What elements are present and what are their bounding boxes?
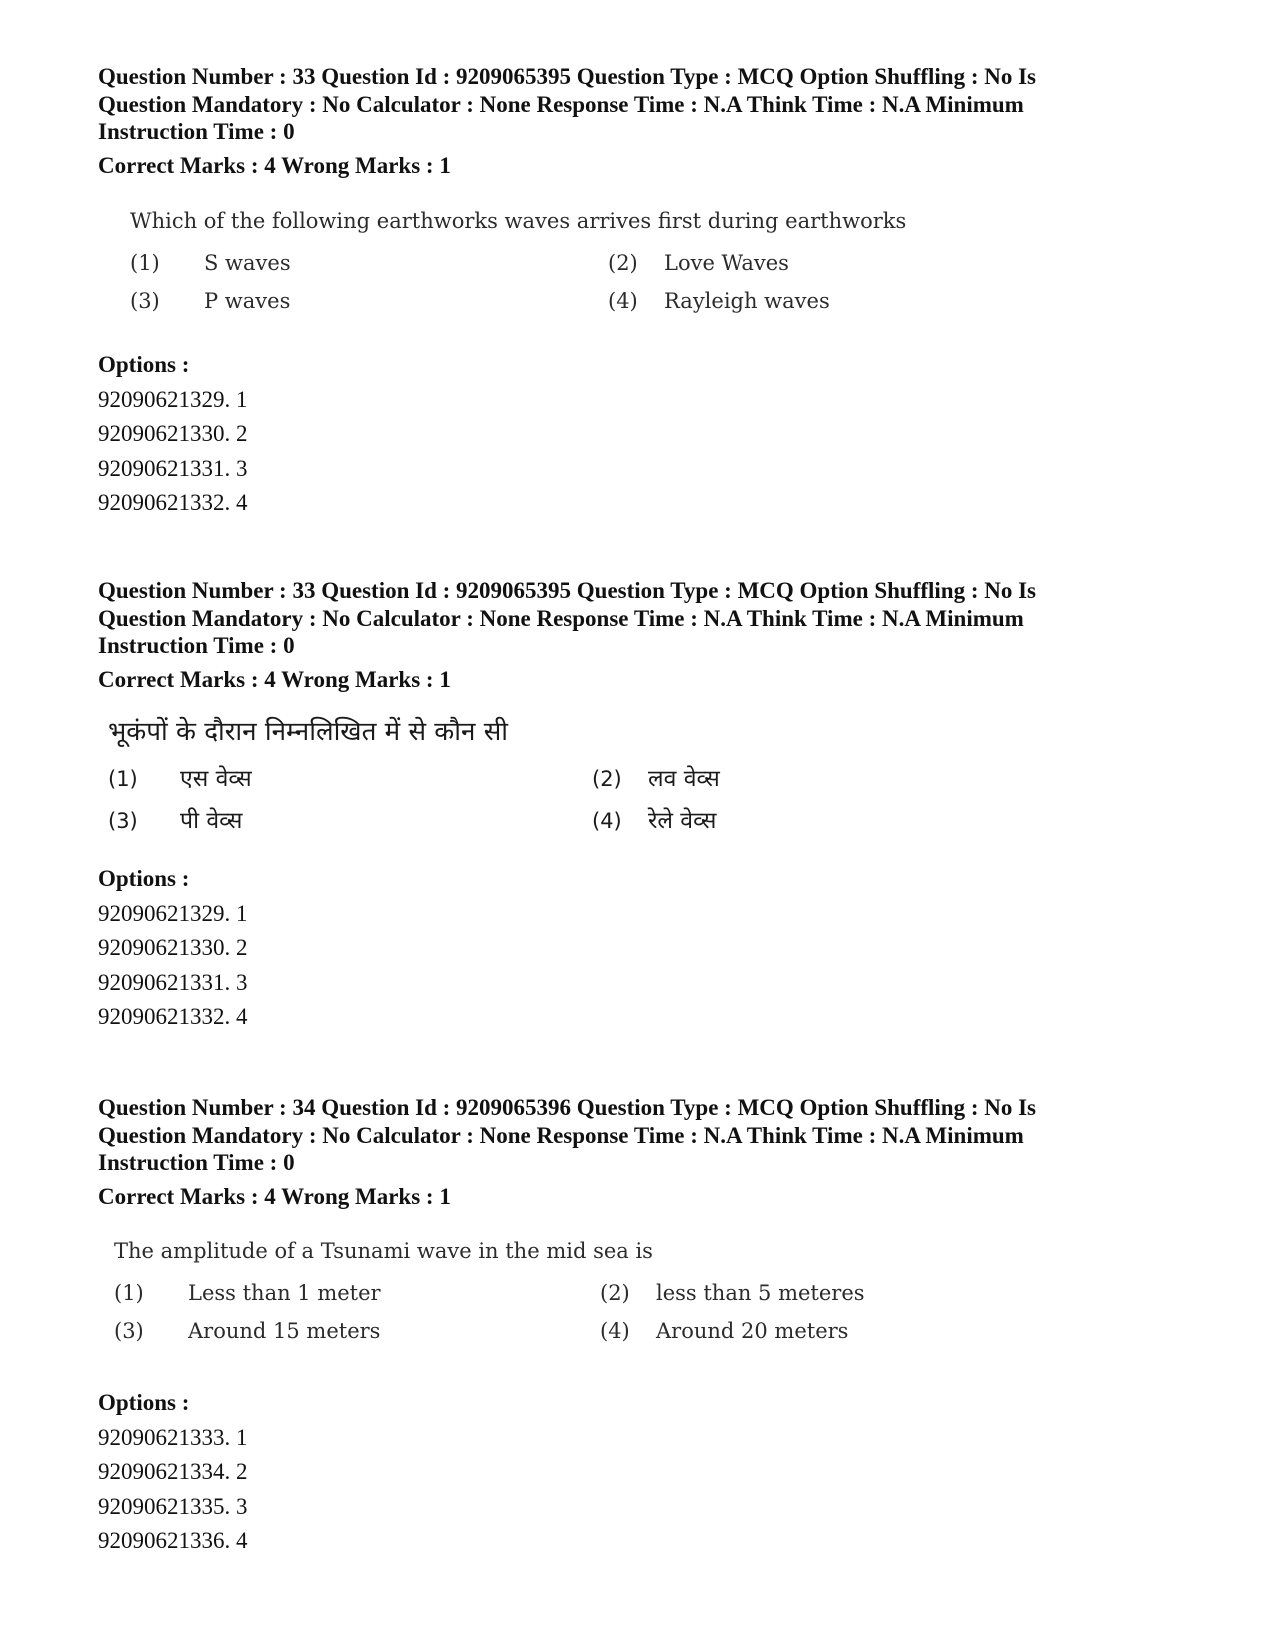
option-id: 92090621330. 2 <box>98 421 248 446</box>
question-meta <box>98 1094 1118 1177</box>
choice-text: एस वेव्स <box>180 765 252 792</box>
choice-text: पी वेव्स <box>180 807 243 834</box>
choice-text: less than 5 meteres <box>656 1280 865 1305</box>
choice-grid <box>130 249 1150 329</box>
choice-text: Rayleigh waves <box>664 288 830 313</box>
choice-text: रेले वेव्स <box>648 807 717 834</box>
choice-number: (2) <box>608 250 638 275</box>
question-image <box>130 207 1150 329</box>
options-heading: Options : <box>98 1389 190 1415</box>
choice-number: (1) <box>114 1280 144 1305</box>
marks-line: Correct Marks : 4 Wrong Marks : 1 <box>98 152 451 178</box>
choice-text: Around 20 meters <box>656 1318 849 1343</box>
option-id: 92090621331. 3 <box>98 969 248 995</box>
choice-number: (3) <box>108 808 138 833</box>
choice-item <box>130 287 290 315</box>
meta-line: Instruction Time : 0 <box>98 633 295 658</box>
question-meta <box>98 577 1118 660</box>
choice-number: (3) <box>130 288 160 313</box>
choice-grid <box>114 1279 1134 1359</box>
question-block <box>98 63 1118 521</box>
choice-number: (3) <box>114 1318 144 1343</box>
meta-line: Question Mandatory : No Calculator : None Response Time : N.A Think Time : N.A Minimum <box>98 91 1024 117</box>
meta-line: Instruction Time : 0 <box>98 119 295 144</box>
option-id: 92090621334. 2 <box>98 1459 248 1484</box>
question-image <box>108 715 1128 847</box>
choice-number: (2) <box>592 766 622 791</box>
choice-text: Around 15 meters <box>188 1318 381 1343</box>
option-id: 92090621332. 4 <box>98 490 248 515</box>
question-meta <box>98 63 1118 146</box>
options-list <box>98 383 1118 521</box>
meta-line: Question Mandatory : No Calculator : None Response Time : N.A Think Time : N.A Minimum <box>98 605 1024 631</box>
marks-line: Correct Marks : 4 Wrong Marks : 1 <box>98 1183 451 1209</box>
choice-text: लव वेव्स <box>648 765 720 792</box>
choice-item <box>114 1279 381 1307</box>
choice-item <box>108 763 252 795</box>
question-block <box>98 1094 1118 1559</box>
option-id: 92090621336. 4 <box>98 1528 248 1553</box>
options-heading: Options : <box>98 865 190 891</box>
options-list <box>98 1421 1118 1559</box>
option-id: 92090621329. 1 <box>98 386 248 412</box>
choice-grid <box>108 763 1128 847</box>
choice-number: (4) <box>608 288 638 313</box>
meta-line: Question Mandatory : No Calculator : None Response Time : N.A Think Time : N.A Minimum <box>98 1122 1024 1148</box>
choice-number: (4) <box>600 1318 630 1343</box>
choice-item <box>608 249 789 277</box>
options-list <box>98 897 1118 1035</box>
question-stem: भूकंपों के दौरान निम्नलिखित में से कौन सी <box>108 716 509 747</box>
choice-number: (2) <box>600 1280 630 1305</box>
choice-item <box>114 1317 380 1345</box>
question-block <box>98 577 1118 1035</box>
choice-number: (4) <box>592 808 622 833</box>
choice-item <box>592 805 716 837</box>
meta-line: Question Number : 33 Question Id : 9209065395 Question Type : MCQ Option Shuffling : No Is <box>98 578 1037 603</box>
meta-line: Question Number : 34 Question Id : 9209065396 Question Type : MCQ Option Shuffling : No Is <box>98 1095 1037 1120</box>
choice-text: S waves <box>204 250 291 275</box>
choice-text: Love Waves <box>664 250 789 275</box>
question-stem: The amplitude of a Tsunami wave in the mid sea is <box>114 1238 653 1263</box>
option-id: 92090621331. 3 <box>98 455 248 481</box>
choice-number: (1) <box>130 250 160 275</box>
marks-line: Correct Marks : 4 Wrong Marks : 1 <box>98 666 451 692</box>
option-id: 92090621335. 3 <box>98 1493 248 1519</box>
choice-text: Less than 1 meter <box>188 1280 381 1305</box>
meta-line: Instruction Time : 0 <box>98 1150 295 1175</box>
choice-item <box>592 763 720 795</box>
choice-item <box>130 249 291 277</box>
choice-item <box>600 1317 848 1345</box>
choice-item <box>608 287 830 315</box>
choice-item <box>108 805 242 837</box>
question-stem: Which of the following earthworks waves arrives first during earthworks <box>130 208 907 233</box>
options-heading: Options : <box>98 351 190 377</box>
option-id: 92090621330. 2 <box>98 935 248 960</box>
option-id: 92090621329. 1 <box>98 900 248 926</box>
question-image <box>114 1237 1134 1359</box>
option-id: 92090621333. 1 <box>98 1424 248 1450</box>
choice-item <box>600 1279 865 1307</box>
meta-line: Question Number : 33 Question Id : 9209065395 Question Type : MCQ Option Shuffling : No Is <box>98 64 1037 89</box>
choice-number: (1) <box>108 766 138 791</box>
choice-text: P waves <box>204 288 291 313</box>
option-id: 92090621332. 4 <box>98 1004 248 1029</box>
